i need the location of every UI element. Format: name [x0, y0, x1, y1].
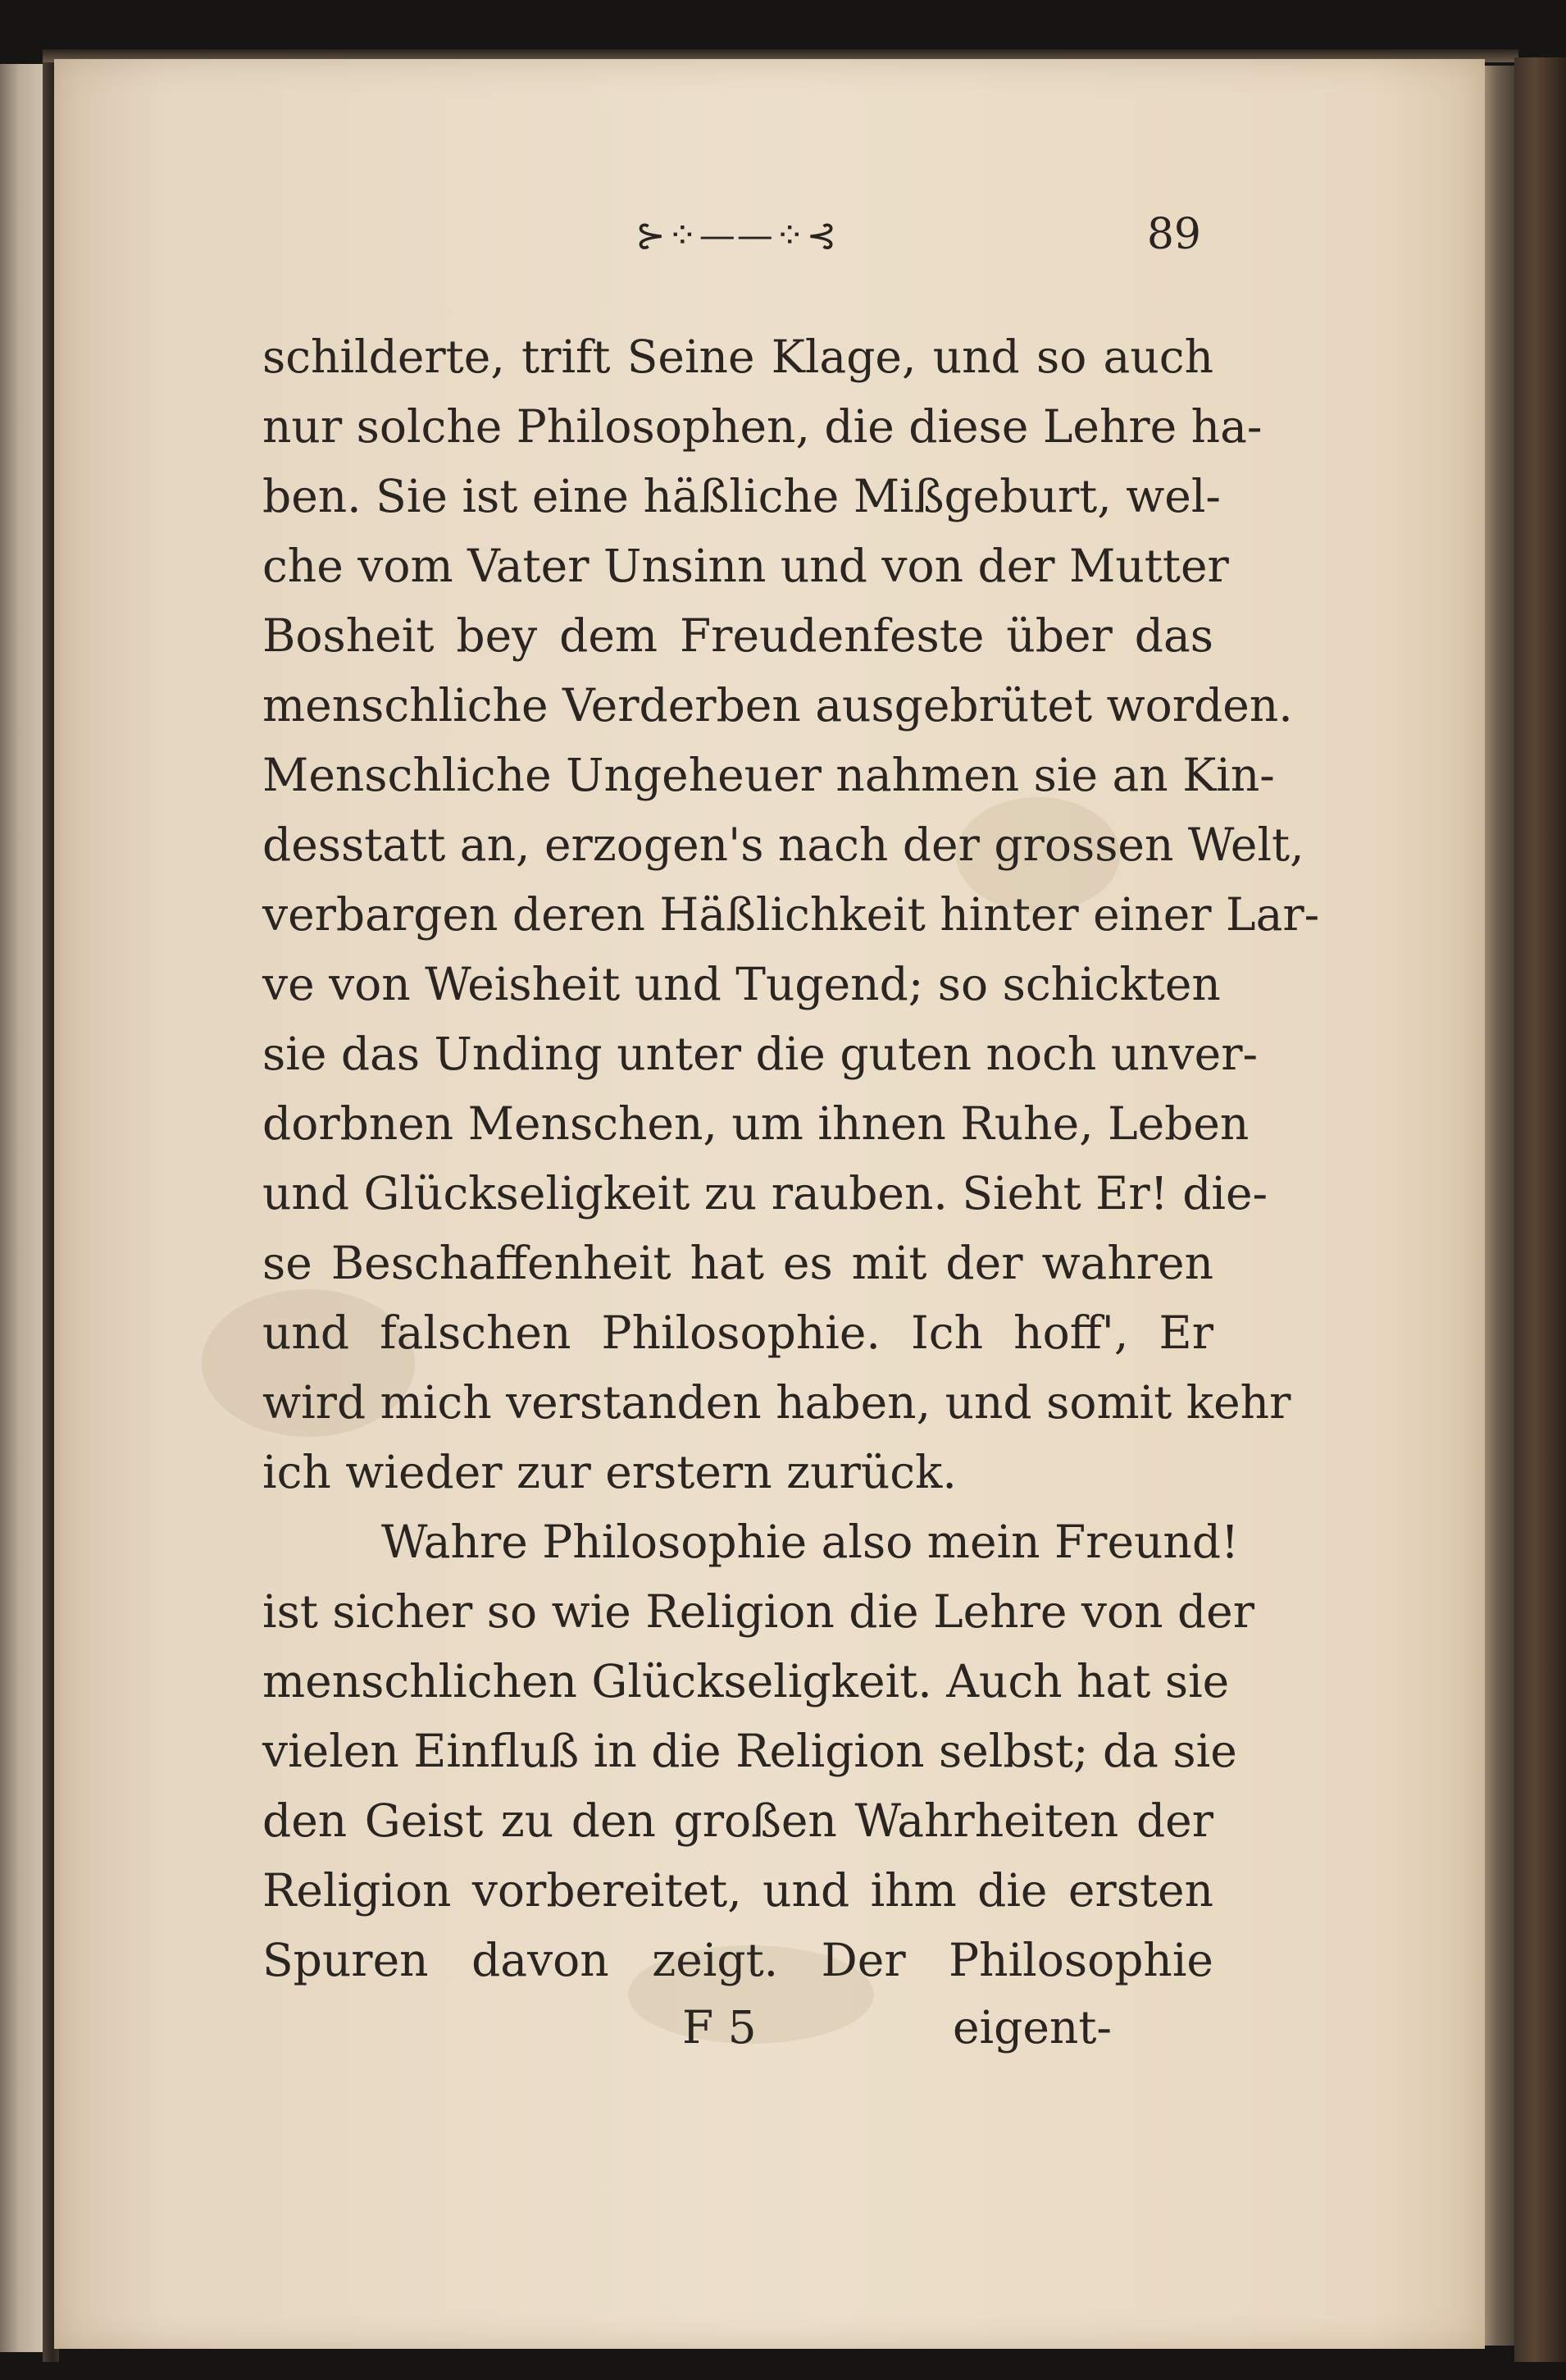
running-header — [262, 205, 1213, 271]
text-line: den Geist zu den großen Wahrheiten der — [262, 1794, 1213, 1847]
text-line: ve von Weisheit und Tugend; so schickten — [262, 958, 1221, 1010]
text-line: Spuren davon zeigt. Der Philosophie — [262, 1934, 1213, 1986]
text-line: menschlichen Glückseligkeit. Auch hat sie — [262, 1655, 1230, 1707]
page-number: 89 — [1146, 210, 1201, 259]
text-line: vielen Einfluß in die Religion selbst; da sie — [262, 1725, 1237, 1777]
header-ornament: ⊱⁘——⁘⊰ — [635, 215, 839, 257]
text-line: sie das Unding unter die guten noch unver- — [262, 1028, 1259, 1080]
text-line: che vom Vater Unsinn und von der Mutter — [262, 540, 1229, 592]
text-line: wird mich verstanden haben, und somit kehr — [262, 1376, 1291, 1429]
left-page-edge — [0, 64, 43, 2352]
text-line: ich wieder zur erstern zurück. — [262, 1446, 957, 1498]
text-line: Menschliche Ungeheuer nahmen sie an Kin- — [262, 749, 1275, 801]
text-line: verbargen deren Häßlichkeit hinter einer Lar- — [262, 888, 1320, 941]
text-line: ist sicher so wie Religion die Lehre von der — [262, 1585, 1255, 1638]
right-page-edge — [1485, 66, 1514, 2346]
text-line: menschliche Verderben ausgebrütet worden. — [262, 679, 1293, 732]
text-line: und Glückseligkeit zu rauben. Sieht Er! die- — [262, 1167, 1268, 1220]
catchword: eigent- — [953, 2001, 1113, 2054]
text-line: desstatt an, erzogen's nach der grossen Welt, — [262, 818, 1304, 871]
book-cover-edge — [1514, 57, 1566, 2362]
text-line: ben. Sie ist eine häßliche Mißgeburt, wel- — [262, 470, 1222, 522]
text-line: schilderte, trift Seine Klage, und so auch — [262, 331, 1213, 383]
text-line: Religion vorbereitet, und ihm die ersten — [262, 1864, 1213, 1917]
text-line: dorbnen Menschen, um ihnen Ruhe, Leben — [262, 1097, 1250, 1150]
text-line: se Beschaffenheit hat es mit der wahren — [262, 1237, 1213, 1289]
text-line: nur solche Philosophen, die diese Lehre ha- — [262, 400, 1263, 453]
text-line: Bosheit bey dem Freudenfeste über das — [262, 609, 1213, 662]
text-line: und falschen Philosophie. Ich hoff', Er — [262, 1306, 1213, 1359]
signature-mark: F 5 — [682, 2001, 757, 2054]
text-line: Wahre Philosophie also mein Freund! — [381, 1516, 1240, 1568]
